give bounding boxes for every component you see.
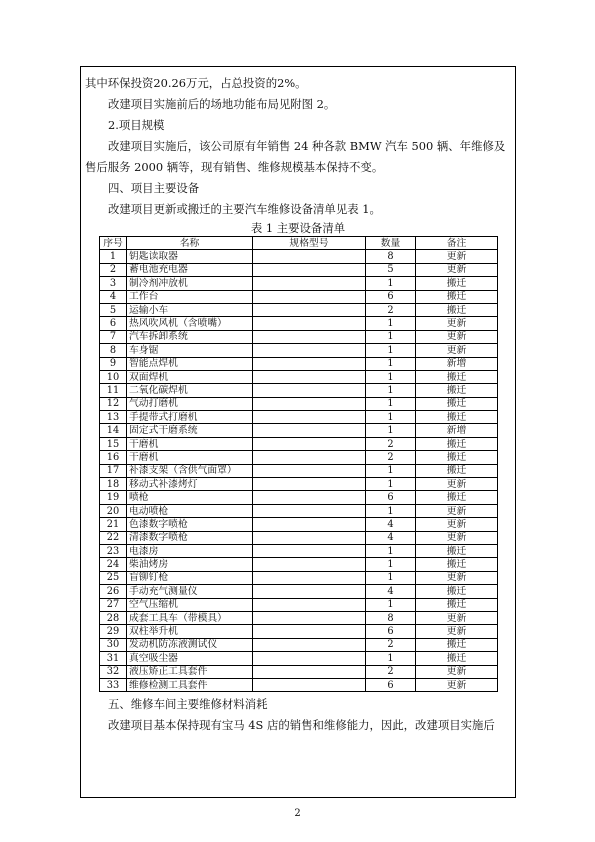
- cell-quantity: 2: [366, 451, 416, 464]
- paragraph: 改建项目实施后，该公司原有年销售 24 种各款 BMW 汽车 500 辆、年维修及售后服务 2000 辆等，现有销售、维修规模基本保持不变。: [85, 139, 506, 174]
- header-remark: 备注: [416, 237, 498, 250]
- table-row: [100, 451, 498, 464]
- cell-index: 32: [100, 665, 127, 678]
- table-row: [100, 611, 498, 624]
- cell-index: 15: [100, 437, 127, 450]
- table-row: [100, 491, 498, 504]
- cell-name: 运输小车: [127, 303, 253, 316]
- cell-remark: 更新: [416, 531, 498, 544]
- cell-model: [253, 518, 366, 531]
- cell-index: 22: [100, 531, 127, 544]
- cell-quantity: 8: [366, 611, 416, 624]
- cell-index: 21: [100, 518, 127, 531]
- cell-remark: 搬迁: [416, 652, 498, 665]
- cell-quantity: 1: [366, 544, 416, 557]
- cell-quantity: 1: [366, 571, 416, 584]
- cell-quantity: 6: [366, 678, 416, 691]
- cell-name: 车身锯: [127, 344, 253, 357]
- cell-quantity: 2: [366, 437, 416, 450]
- cell-quantity: 1: [366, 357, 416, 370]
- cell-name: 二氧化碳焊机: [127, 384, 253, 397]
- page-number: 2: [294, 808, 301, 819]
- cell-name: 手动充气测量仪: [127, 585, 253, 598]
- cell-index: 11: [100, 384, 127, 397]
- cell-name: 电漆房: [127, 544, 253, 557]
- cell-model: [253, 303, 366, 316]
- cell-name: 补漆支架（含供气面罩）: [127, 464, 253, 477]
- cell-remark: 搬迁: [416, 411, 498, 424]
- table-row: [100, 504, 498, 517]
- cell-name: 液压矫正工具套件: [127, 665, 253, 678]
- cell-index: 30: [100, 638, 127, 651]
- cell-quantity: 1: [366, 652, 416, 665]
- table-row: [100, 317, 498, 330]
- cell-remark: 搬迁: [416, 437, 498, 450]
- paragraph: 改建项目实施前后的场地功能布局见附图 2。: [108, 97, 336, 111]
- paragraph: 改建项目基本保持现有宝马 4S 店的销售和维修能力，因此，改建项目实施后: [108, 718, 495, 733]
- cell-name: 电动喷枪: [127, 504, 253, 517]
- cell-index: 28: [100, 611, 127, 624]
- cell-quantity: 6: [366, 625, 416, 638]
- cell-model: [253, 437, 366, 450]
- cell-model: [253, 397, 366, 410]
- cell-remark: 新增: [416, 357, 498, 370]
- header-model: 规格型号: [253, 237, 366, 250]
- cell-remark: 更新: [416, 263, 498, 276]
- cell-model: [253, 451, 366, 464]
- cell-name: 固定式干磨系统: [127, 424, 253, 437]
- cell-index: 1: [100, 250, 127, 263]
- cell-model: [253, 250, 366, 263]
- cell-index: 5: [100, 303, 127, 316]
- cell-quantity: 4: [366, 531, 416, 544]
- cell-name: 发动机防冻液测试仪: [127, 638, 253, 651]
- cell-index: 17: [100, 464, 127, 477]
- equipment-table: [99, 236, 498, 692]
- cell-remark: 更新: [416, 625, 498, 638]
- cell-model: [253, 531, 366, 544]
- cell-model: [253, 638, 366, 651]
- cell-model: [253, 491, 366, 504]
- cell-quantity: 1: [366, 277, 416, 290]
- cell-remark: 更新: [416, 478, 498, 491]
- cell-index: 33: [100, 678, 127, 691]
- cell-name: 智能点焊机: [127, 357, 253, 370]
- cell-remark: 搬迁: [416, 491, 498, 504]
- cell-remark: 搬迁: [416, 585, 498, 598]
- table-row: [100, 665, 498, 678]
- cell-index: 29: [100, 625, 127, 638]
- cell-model: [253, 277, 366, 290]
- content-area: [85, 73, 511, 736]
- cell-index: 13: [100, 411, 127, 424]
- table-row: [100, 344, 498, 357]
- table-row: [100, 598, 498, 611]
- table-row: [100, 384, 498, 397]
- cell-quantity: 2: [366, 303, 416, 316]
- cell-model: [253, 357, 366, 370]
- table-row: [100, 357, 498, 370]
- paragraph: 四、项目主要设备: [108, 181, 200, 195]
- cell-model: [253, 411, 366, 424]
- cell-remark: 更新: [416, 504, 498, 517]
- table-row: [100, 370, 498, 383]
- cell-quantity: 1: [366, 384, 416, 397]
- cell-quantity: 5: [366, 263, 416, 276]
- cell-name: 手提带式打磨机: [127, 411, 253, 424]
- cell-quantity: 1: [366, 558, 416, 571]
- cell-quantity: 1: [366, 397, 416, 410]
- cell-model: [253, 558, 366, 571]
- cell-name: 成套工具车（带模具）: [127, 611, 253, 624]
- paragraph: 2.项目规模: [108, 118, 165, 132]
- cell-quantity: 1: [366, 370, 416, 383]
- cell-name: 盲铆钉枪: [127, 571, 253, 584]
- cell-remark: 搬迁: [416, 638, 498, 651]
- cell-quantity: 1: [366, 317, 416, 330]
- cell-name: 色漆数字喷枪: [127, 518, 253, 531]
- cell-quantity: 2: [366, 638, 416, 651]
- cell-index: 20: [100, 504, 127, 517]
- table-row: [100, 478, 498, 491]
- cell-index: 7: [100, 330, 127, 343]
- table-row: [100, 652, 498, 665]
- cell-remark: 搬迁: [416, 397, 498, 410]
- cell-name: 钥匙读取器: [127, 250, 253, 263]
- cell-index: 27: [100, 598, 127, 611]
- cell-model: [253, 652, 366, 665]
- cell-quantity: 8: [366, 250, 416, 263]
- cell-model: [253, 571, 366, 584]
- cell-index: 9: [100, 357, 127, 370]
- table-row: [100, 263, 498, 276]
- cell-model: [253, 424, 366, 437]
- cell-remark: 更新: [416, 611, 498, 624]
- cell-index: 14: [100, 424, 127, 437]
- table-row: [100, 638, 498, 651]
- cell-remark: 搬迁: [416, 544, 498, 557]
- table-header-row: [100, 237, 498, 250]
- table-row: [100, 558, 498, 571]
- cell-quantity: 1: [366, 424, 416, 437]
- cell-quantity: 1: [366, 330, 416, 343]
- cell-index: 25: [100, 571, 127, 584]
- cell-name: 工作台: [127, 290, 253, 303]
- cell-quantity: 1: [366, 598, 416, 611]
- cell-remark: 搬迁: [416, 384, 498, 397]
- cell-name: 空气压缩机: [127, 598, 253, 611]
- cell-quantity: 4: [366, 518, 416, 531]
- cell-remark: 搬迁: [416, 290, 498, 303]
- cell-quantity: 4: [366, 585, 416, 598]
- cell-model: [253, 678, 366, 691]
- table-row: [100, 437, 498, 450]
- cell-remark: 搬迁: [416, 558, 498, 571]
- cell-remark: 搬迁: [416, 370, 498, 383]
- cell-index: 31: [100, 652, 127, 665]
- table-row: [100, 290, 498, 303]
- top-paragraphs: [85, 73, 511, 220]
- cell-model: [253, 665, 366, 678]
- cell-index: 19: [100, 491, 127, 504]
- table-row: [100, 531, 498, 544]
- cell-model: [253, 317, 366, 330]
- table-row: [100, 277, 498, 290]
- table-row: [100, 330, 498, 343]
- cell-name: 双柱举升机: [127, 625, 253, 638]
- table-body: [100, 250, 498, 692]
- cell-name: 蓄电池充电器: [127, 263, 253, 276]
- cell-quantity: 1: [366, 464, 416, 477]
- cell-name: 气动打磨机: [127, 397, 253, 410]
- table-row: [100, 571, 498, 584]
- cell-index: 4: [100, 290, 127, 303]
- paragraph: 改建项目更新或搬迁的主要汽车维修设备清单见表 1。: [108, 202, 381, 216]
- cell-remark: 新增: [416, 424, 498, 437]
- paragraph: 五、维修车间主要维修材料消耗: [108, 697, 268, 712]
- table-row: [100, 625, 498, 638]
- cell-model: [253, 625, 366, 638]
- cell-name: 干磨机: [127, 437, 253, 450]
- cell-remark: 更新: [416, 678, 498, 691]
- cell-remark: 更新: [416, 317, 498, 330]
- cell-index: 10: [100, 370, 127, 383]
- cell-name: 维修检测工具套件: [127, 678, 253, 691]
- cell-quantity: 6: [366, 491, 416, 504]
- cell-index: 6: [100, 317, 127, 330]
- cell-name: 移动式补漆烤灯: [127, 478, 253, 491]
- cell-model: [253, 464, 366, 477]
- cell-name: 真空吸尘器: [127, 652, 253, 665]
- cell-model: [253, 370, 366, 383]
- cell-remark: 更新: [416, 344, 498, 357]
- table-caption: 表 1 主要设备清单: [250, 221, 346, 235]
- cell-model: [253, 290, 366, 303]
- header-name: 名称: [127, 237, 253, 250]
- table-row: [100, 678, 498, 691]
- cell-name: 干磨机: [127, 451, 253, 464]
- cell-index: 26: [100, 585, 127, 598]
- cell-remark: 更新: [416, 665, 498, 678]
- bottom-paragraphs: [85, 694, 511, 736]
- cell-index: 12: [100, 397, 127, 410]
- cell-model: [253, 598, 366, 611]
- header-quantity: 数量: [366, 237, 416, 250]
- cell-remark: 更新: [416, 330, 498, 343]
- cell-index: 18: [100, 478, 127, 491]
- cell-model: [253, 544, 366, 557]
- cell-quantity: 1: [366, 504, 416, 517]
- paragraph: 其中环保投资20.26万元，占总投资的2%。: [85, 76, 307, 90]
- cell-index: 16: [100, 451, 127, 464]
- table-row: [100, 303, 498, 316]
- cell-model: [253, 344, 366, 357]
- cell-name: 清漆数字喷枪: [127, 531, 253, 544]
- cell-name: 制冷剂冲放机: [127, 277, 253, 290]
- cell-model: [253, 263, 366, 276]
- cell-index: 8: [100, 344, 127, 357]
- cell-remark: 搬迁: [416, 451, 498, 464]
- cell-model: [253, 384, 366, 397]
- cell-index: 24: [100, 558, 127, 571]
- cell-quantity: 6: [366, 290, 416, 303]
- page-frame: [80, 66, 516, 798]
- cell-remark: 搬迁: [416, 277, 498, 290]
- cell-name: 热风吹风机（含喷嘴）: [127, 317, 253, 330]
- table-row: [100, 464, 498, 477]
- cell-quantity: 1: [366, 411, 416, 424]
- cell-remark: 更新: [416, 250, 498, 263]
- cell-remark: 更新: [416, 518, 498, 531]
- cell-index: 3: [100, 277, 127, 290]
- cell-name: 柴油烤房: [127, 558, 253, 571]
- table-row: [100, 250, 498, 263]
- table-row: [100, 518, 498, 531]
- cell-name: 汽车拆卸系统: [127, 330, 253, 343]
- cell-quantity: 1: [366, 344, 416, 357]
- table-row: [100, 397, 498, 410]
- cell-model: [253, 330, 366, 343]
- cell-model: [253, 504, 366, 517]
- table-row: [100, 544, 498, 557]
- cell-model: [253, 478, 366, 491]
- table-row: [100, 424, 498, 437]
- cell-model: [253, 585, 366, 598]
- cell-remark: 搬迁: [416, 464, 498, 477]
- header-index: 序号: [100, 237, 127, 250]
- cell-name: 喷枪: [127, 491, 253, 504]
- cell-model: [253, 611, 366, 624]
- cell-index: 2: [100, 263, 127, 276]
- cell-quantity: 1: [366, 478, 416, 491]
- cell-index: 23: [100, 544, 127, 557]
- cell-remark: 更新: [416, 571, 498, 584]
- cell-remark: 搬迁: [416, 598, 498, 611]
- cell-quantity: 2: [366, 665, 416, 678]
- cell-name: 双面焊机: [127, 370, 253, 383]
- table-row: [100, 411, 498, 424]
- table-row: [100, 585, 498, 598]
- cell-remark: 搬迁: [416, 303, 498, 316]
